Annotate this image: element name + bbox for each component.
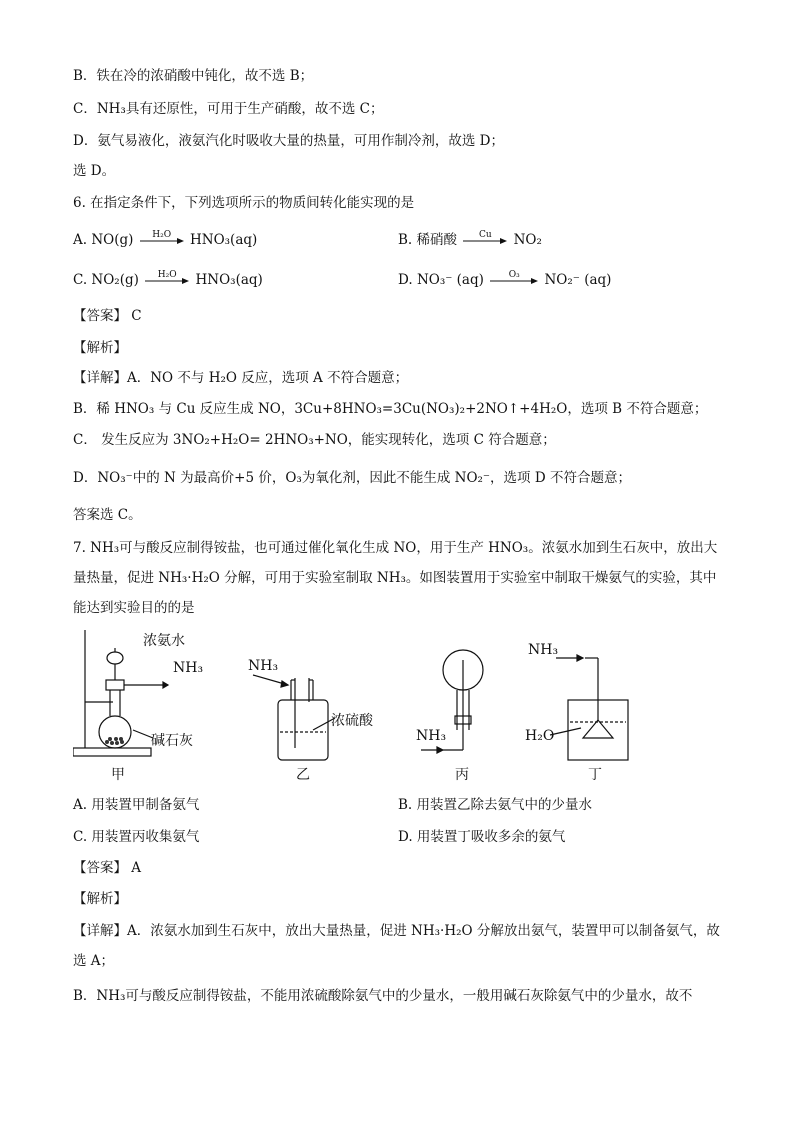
question-6: 6. 在指定条件下，下列选项所示的物质间转化能实现的是 — [73, 195, 415, 211]
detail-text: ，选项 D 不符合题意； — [490, 470, 631, 486]
answer-value: C — [131, 308, 142, 324]
caption-bing: 丙 — [455, 767, 469, 783]
label-concentrated-sulfuric-acid: 浓硫酸 — [331, 713, 373, 729]
nitrate-ion: NO₃⁻ — [97, 470, 133, 486]
label-concentrated-ammonia: 浓氨水 — [143, 633, 185, 649]
option-d-label: D. — [398, 272, 413, 288]
label-nh3: NH₃ — [528, 642, 559, 658]
label-nh3: NH₃ — [248, 658, 279, 674]
option-c-product: HNO₃(aq) — [195, 272, 263, 288]
nitrate-ion: NO₃⁻ — [416, 272, 453, 288]
detail-line — [73, 368, 408, 388]
q6-option-b — [398, 230, 542, 250]
text-line: D．氨气易液化，液氨汽化时吸收大量的热量，可用作制冷剂，故选 D； — [73, 133, 504, 149]
detail-tag: 【详解】 — [73, 370, 127, 386]
detail-line: 答案选 C。 — [73, 507, 142, 523]
q6-option-a — [73, 230, 257, 250]
option-b-reactant: B. 稀硝酸 — [398, 232, 458, 248]
apparatus-figure — [73, 630, 633, 790]
arrow-condition: Cu — [478, 229, 492, 240]
detail-line — [73, 468, 631, 488]
detail-line: B．NH₃可与酸反应制得铵盐，不能用浓硫酸除氨气中的少量水，一般用碱石灰除氨气中的少量水，故不 — [73, 988, 693, 1004]
q7-option-c: C. 用装置丙收集氨气 — [73, 829, 200, 845]
label-soda-lime: 碱石灰 — [151, 733, 193, 749]
text-line: 选 D。 — [73, 163, 116, 179]
label-water: H₂O — [525, 728, 555, 744]
analysis-tag: 【解析】 — [73, 891, 127, 907]
answer-tag: 【答案】 — [73, 308, 127, 324]
reaction-arrow — [140, 229, 184, 245]
arrow-condition: H₂O — [157, 269, 177, 280]
detail-text: D． — [73, 470, 98, 486]
label-nh3: NH₃ — [416, 728, 447, 744]
caption-jia: 甲 — [111, 767, 125, 783]
arrow-condition: H₂O — [152, 229, 172, 240]
answer-tag: 【答案】 — [73, 860, 127, 876]
detail-text: A．NO 不与 H₂O 反应，选项 A 不符合题意； — [127, 370, 409, 386]
detail-line — [73, 916, 723, 976]
caption-ding: 丁 — [588, 767, 602, 783]
question-7: 7. NH₃可与酸反应制得铵盐，也可通过催化氧化生成 NO，用于生产 HNO₃。浓氨水加到生石灰中，放出大量热量，促进 NH₃·H₂O 分解，可用于实验室制取 NH₃。如图装置用于实验室中制取干燥氨气的实验，其中能达到实验目的的是 — [73, 540, 718, 616]
option-c-reactant: C. NO₂(g) — [73, 272, 139, 288]
answer-value: A — [131, 860, 142, 876]
reaction-arrow — [490, 269, 538, 285]
option-d-state: (aq) — [456, 272, 484, 288]
answer-6 — [73, 306, 142, 326]
q7-option-d: D. 用装置丁吸收多余的氨气 — [398, 829, 566, 845]
nitrite-ion: NO₂⁻ — [544, 272, 580, 288]
text-line: B．铁在冷的浓硝酸中钝化，故不选 B； — [73, 68, 314, 84]
answer-7 — [73, 858, 141, 878]
option-d-state: (aq) — [584, 272, 612, 288]
detail-text: 中的 N 为最高价+5 价，O₃为氧化剂，因此不能生成 — [132, 470, 451, 486]
option-b-product: NO₂ — [513, 232, 542, 248]
analysis-tag: 【解析】 — [73, 340, 127, 356]
nitrite-ion: NO₂⁻ — [454, 470, 491, 486]
q7-option-b: B. 用装置乙除去氨气中的少量水 — [398, 797, 593, 813]
detail-text: A．浓氨水加到生石灰中，放出大量热量，促进 NH₃·H₂O 分解放出氨气，装置甲可以制备氨气，故选 A； — [73, 923, 720, 969]
option-a-reactant: A. NO(g) — [73, 232, 134, 248]
q7-option-a: A. 用装置甲制备氨气 — [73, 797, 200, 813]
caption-yi: 乙 — [296, 767, 310, 783]
option-a-product: HNO₃(aq) — [189, 232, 258, 248]
detail-line: C． 发生反应为 3NO₂+H₂O= 2HNO₃+NO，能实现转化，选项 C 符合题意； — [73, 432, 556, 448]
label-nh3: NH₃ — [173, 660, 204, 676]
reaction-arrow — [145, 269, 189, 285]
q6-option-c — [73, 270, 263, 290]
q6-option-d — [398, 270, 611, 290]
detail-line: B．稀 HNO₃ 与 Cu 反应生成 NO，3Cu+8HNO₃=3Cu(NO₃)₂+2NO↑+4H₂O，选项 B 不符合题意； — [73, 401, 708, 417]
reaction-arrow — [463, 229, 507, 245]
text-line: C．NH₃具有还原性，可用于生产硝酸，故不选 C； — [73, 101, 384, 117]
detail-tag: 【详解】 — [73, 923, 127, 939]
arrow-condition: O₃ — [508, 269, 520, 280]
